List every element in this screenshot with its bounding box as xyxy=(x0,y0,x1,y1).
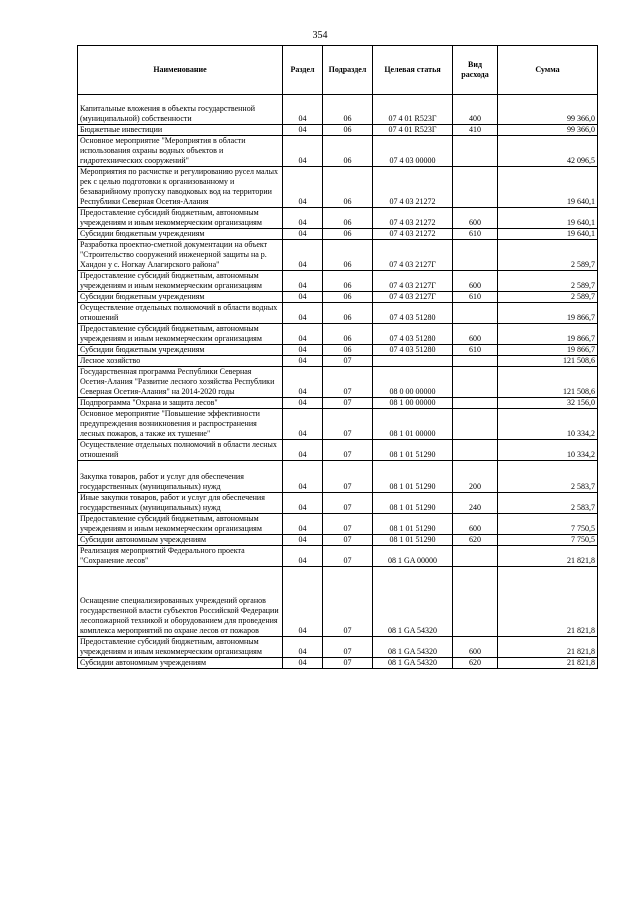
row-name: Предоставление субсидий бюджетным, автономным учреждениям и иным некоммерческим организациям xyxy=(78,271,283,292)
row-section: 04 xyxy=(283,240,323,271)
table-row xyxy=(78,567,598,637)
row-expense-type: 400 xyxy=(453,95,498,125)
table-row xyxy=(78,398,598,409)
row-section: 04 xyxy=(283,658,323,669)
row-amount: 7 750,5 xyxy=(498,514,598,535)
row-subsection: 06 xyxy=(323,95,373,125)
row-amount: 42 096,5 xyxy=(498,136,598,167)
row-subsection: 06 xyxy=(323,229,373,240)
page-number: 354 xyxy=(312,30,328,41)
row-subsection: 07 xyxy=(323,546,373,567)
row-name: Субсидии автономным учреждениям xyxy=(78,535,283,546)
row-amount: 19 866,7 xyxy=(498,303,598,324)
row-amount: 21 821,8 xyxy=(498,637,598,658)
column-header-expense-type: Вид расхода xyxy=(453,46,498,95)
row-amount: 21 821,8 xyxy=(498,658,598,669)
row-subsection: 07 xyxy=(323,440,373,461)
column-header-name: Наименование xyxy=(78,46,283,95)
table-row xyxy=(78,514,598,535)
row-target: 08 1 GA 54320 xyxy=(373,567,453,637)
row-name: Бюджетные инвестиции xyxy=(78,125,283,136)
row-amount: 7 750,5 xyxy=(498,535,598,546)
row-amount: 2 583,7 xyxy=(498,493,598,514)
row-amount: 19 866,7 xyxy=(498,324,598,345)
row-section: 04 xyxy=(283,167,323,208)
row-name: Мероприятия по расчистке и регулированию русел малых рек с целью подготовки к организованному и безаварийному пропуску паводковых вод на территории Республики Северная Осетия-Алания xyxy=(78,167,283,208)
row-expense-type xyxy=(453,136,498,167)
row-section: 04 xyxy=(283,567,323,637)
table-row xyxy=(78,461,598,493)
row-amount: 2 589,7 xyxy=(498,292,598,303)
row-amount: 121 508,6 xyxy=(498,356,598,367)
row-amount: 2 589,7 xyxy=(498,240,598,271)
table-row xyxy=(78,324,598,345)
row-name: Предоставление субсидий бюджетным, автономным учреждениям и иным некоммерческим организациям xyxy=(78,637,283,658)
table-row xyxy=(78,292,598,303)
row-target: 07 4 03 21272 xyxy=(373,167,453,208)
row-amount: 19 866,7 xyxy=(498,345,598,356)
row-target: 08 1 00 00000 xyxy=(373,398,453,409)
row-expense-type: 610 xyxy=(453,345,498,356)
row-section: 04 xyxy=(283,409,323,440)
row-target: 08 1 01 51290 xyxy=(373,440,453,461)
row-expense-type: 240 xyxy=(453,493,498,514)
table-row xyxy=(78,356,598,367)
row-section: 04 xyxy=(283,324,323,345)
row-target: 07 4 03 51280 xyxy=(373,324,453,345)
table-row xyxy=(78,367,598,398)
row-name: Закупка товаров, работ и услуг для обеспечения государственных (муниципальных) нужд xyxy=(78,461,283,493)
row-expense-type xyxy=(453,440,498,461)
row-section: 04 xyxy=(283,398,323,409)
column-header-subsection: Подраздел xyxy=(323,46,373,95)
row-subsection: 06 xyxy=(323,167,373,208)
table-row xyxy=(78,658,598,669)
row-subsection: 06 xyxy=(323,271,373,292)
row-expense-type: 410 xyxy=(453,125,498,136)
row-expense-type xyxy=(453,398,498,409)
row-section: 04 xyxy=(283,125,323,136)
row-target: 08 1 01 51290 xyxy=(373,493,453,514)
row-target: 07 4 03 2127Г xyxy=(373,240,453,271)
row-expense-type xyxy=(453,567,498,637)
row-subsection: 06 xyxy=(323,303,373,324)
row-amount: 99 366,0 xyxy=(498,125,598,136)
row-name: Осуществление отдельных полномочий в области водных отношений xyxy=(78,303,283,324)
table-row xyxy=(78,229,598,240)
row-section: 04 xyxy=(283,514,323,535)
row-amount: 10 334,2 xyxy=(498,440,598,461)
table-row xyxy=(78,208,598,229)
row-subsection: 06 xyxy=(323,240,373,271)
row-name: Предоставление субсидий бюджетным, автономным учреждениям и иным некоммерческим организациям xyxy=(78,208,283,229)
row-name: Подпрограмма "Охрана и защита лесов" xyxy=(78,398,283,409)
column-header-section: Раздел xyxy=(283,46,323,95)
table-row xyxy=(78,493,598,514)
row-expense-type xyxy=(453,409,498,440)
row-subsection: 06 xyxy=(323,324,373,345)
row-subsection: 07 xyxy=(323,493,373,514)
row-section: 04 xyxy=(283,493,323,514)
row-name: Лесное хозяйство xyxy=(78,356,283,367)
row-amount: 19 640,1 xyxy=(498,208,598,229)
row-name: Субсидии автономным учреждениям xyxy=(78,658,283,669)
row-name: Субсидии бюджетным учреждениям xyxy=(78,229,283,240)
row-expense-type: 610 xyxy=(453,229,498,240)
row-target: 08 1 01 00000 xyxy=(373,409,453,440)
row-target: 07 4 03 00000 xyxy=(373,136,453,167)
table-row xyxy=(78,95,598,125)
row-expense-type: 600 xyxy=(453,324,498,345)
table-row xyxy=(78,637,598,658)
table-row xyxy=(78,535,598,546)
row-target xyxy=(373,356,453,367)
table-row xyxy=(78,409,598,440)
row-expense-type xyxy=(453,303,498,324)
row-subsection: 07 xyxy=(323,367,373,398)
row-subsection: 07 xyxy=(323,409,373,440)
row-target: 07 4 03 21272 xyxy=(373,229,453,240)
row-subsection: 07 xyxy=(323,356,373,367)
row-target: 08 1 GA 54320 xyxy=(373,637,453,658)
row-target: 07 4 03 2127Г xyxy=(373,271,453,292)
table-header-row xyxy=(78,46,598,95)
row-expense-type xyxy=(453,367,498,398)
row-expense-type: 200 xyxy=(453,461,498,493)
row-amount: 19 640,1 xyxy=(498,229,598,240)
row-subsection: 06 xyxy=(323,125,373,136)
row-expense-type: 600 xyxy=(453,514,498,535)
row-amount: 99 366,0 xyxy=(498,95,598,125)
table-row xyxy=(78,125,598,136)
row-expense-type: 600 xyxy=(453,208,498,229)
row-expense-type: 620 xyxy=(453,658,498,669)
row-section: 04 xyxy=(283,95,323,125)
row-subsection: 06 xyxy=(323,136,373,167)
row-name: Осуществление отдельных полномочий в области лесных отношений xyxy=(78,440,283,461)
row-section: 04 xyxy=(283,535,323,546)
row-target: 08 0 00 00000 xyxy=(373,367,453,398)
table-row xyxy=(78,546,598,567)
row-name: Государственная программа Республики Северная Осетия-Алания "Развитие лесного хозяйства Республики Северная Осетия-Алания" на 2014-2020 годы xyxy=(78,367,283,398)
row-target: 08 1 01 51290 xyxy=(373,514,453,535)
row-subsection: 07 xyxy=(323,535,373,546)
row-section: 04 xyxy=(283,208,323,229)
table-row xyxy=(78,167,598,208)
row-section: 04 xyxy=(283,461,323,493)
row-section: 04 xyxy=(283,345,323,356)
table-row xyxy=(78,440,598,461)
row-target: 08 1 GA 00000 xyxy=(373,546,453,567)
row-expense-type: 620 xyxy=(453,535,498,546)
row-amount: 2 583,7 xyxy=(498,461,598,493)
row-target: 08 1 01 51290 xyxy=(373,461,453,493)
row-name: Разработка проектно-сметной документации на объект "Строительство сооружений инженерной защиты на р. Хандон у с. Ногкау Алагирского района" xyxy=(78,240,283,271)
row-expense-type: 600 xyxy=(453,271,498,292)
row-name: Оснащение специализированных учреждений органов государственной власти субъектов Российской Федерации лесопожарной техникой и оборудованием для проведения комплекса мероприятий по охране лесов от пожаров xyxy=(78,567,283,637)
table-row xyxy=(78,136,598,167)
row-section: 04 xyxy=(283,271,323,292)
row-section: 04 xyxy=(283,292,323,303)
row-name: Реализация мероприятий Федерального проекта "Сохранение лесов" xyxy=(78,546,283,567)
budget-table xyxy=(77,45,598,669)
row-amount: 19 640,1 xyxy=(498,167,598,208)
row-section: 04 xyxy=(283,637,323,658)
row-expense-type xyxy=(453,167,498,208)
row-expense-type xyxy=(453,546,498,567)
row-name: Капитальные вложения в объекты государственной (муниципальной) собственности xyxy=(78,95,283,125)
row-subsection: 06 xyxy=(323,292,373,303)
row-name: Субсидии бюджетным учреждениям xyxy=(78,292,283,303)
row-target: 07 4 03 2127Г xyxy=(373,292,453,303)
row-name: Предоставление субсидий бюджетным, автономным учреждениям и иным некоммерческим организациям xyxy=(78,324,283,345)
row-expense-type: 600 xyxy=(453,637,498,658)
row-subsection: 07 xyxy=(323,398,373,409)
row-subsection: 07 xyxy=(323,637,373,658)
table-row xyxy=(78,303,598,324)
row-target: 08 1 GA 54320 xyxy=(373,658,453,669)
row-section: 04 xyxy=(283,303,323,324)
row-subsection: 06 xyxy=(323,208,373,229)
row-section: 04 xyxy=(283,440,323,461)
row-expense-type: 610 xyxy=(453,292,498,303)
row-subsection: 07 xyxy=(323,461,373,493)
table-row xyxy=(78,271,598,292)
row-section: 04 xyxy=(283,546,323,567)
table-row xyxy=(78,345,598,356)
row-amount: 32 156,0 xyxy=(498,398,598,409)
column-header-target: Целевая статья xyxy=(373,46,453,95)
row-target: 07 4 01 R523Г xyxy=(373,95,453,125)
row-name: Основное мероприятие "Повышение эффективности предупреждения возникновения и распространения лесных пожаров, а также их тушение" xyxy=(78,409,283,440)
row-subsection: 07 xyxy=(323,514,373,535)
row-subsection: 06 xyxy=(323,345,373,356)
row-amount: 121 508,6 xyxy=(498,367,598,398)
row-name: Иные закупки товаров, работ и услуг для обеспечения государственных (муниципальных) нужд xyxy=(78,493,283,514)
row-section: 04 xyxy=(283,356,323,367)
row-target: 07 4 03 51280 xyxy=(373,303,453,324)
row-target: 07 4 01 R523Г xyxy=(373,125,453,136)
row-expense-type xyxy=(453,240,498,271)
row-name: Субсидии бюджетным учреждениям xyxy=(78,345,283,356)
row-section: 04 xyxy=(283,136,323,167)
row-amount: 10 334,2 xyxy=(498,409,598,440)
row-amount: 2 589,7 xyxy=(498,271,598,292)
row-section: 04 xyxy=(283,229,323,240)
row-subsection: 07 xyxy=(323,658,373,669)
row-amount: 21 821,8 xyxy=(498,546,598,567)
row-name: Основное мероприятие "Мероприятия в области использования охраны водных объектов и гидротехнических сооружений" xyxy=(78,136,283,167)
row-target: 08 1 01 51290 xyxy=(373,535,453,546)
row-expense-type xyxy=(453,356,498,367)
row-section: 04 xyxy=(283,367,323,398)
table-row xyxy=(78,240,598,271)
row-target: 07 4 03 51280 xyxy=(373,345,453,356)
row-amount: 21 821,8 xyxy=(498,567,598,637)
column-header-amount: Сумма xyxy=(498,46,598,95)
row-subsection: 07 xyxy=(323,567,373,637)
row-target: 07 4 03 21272 xyxy=(373,208,453,229)
row-name: Предоставление субсидий бюджетным, автономным учреждениям и иным некоммерческим организациям xyxy=(78,514,283,535)
